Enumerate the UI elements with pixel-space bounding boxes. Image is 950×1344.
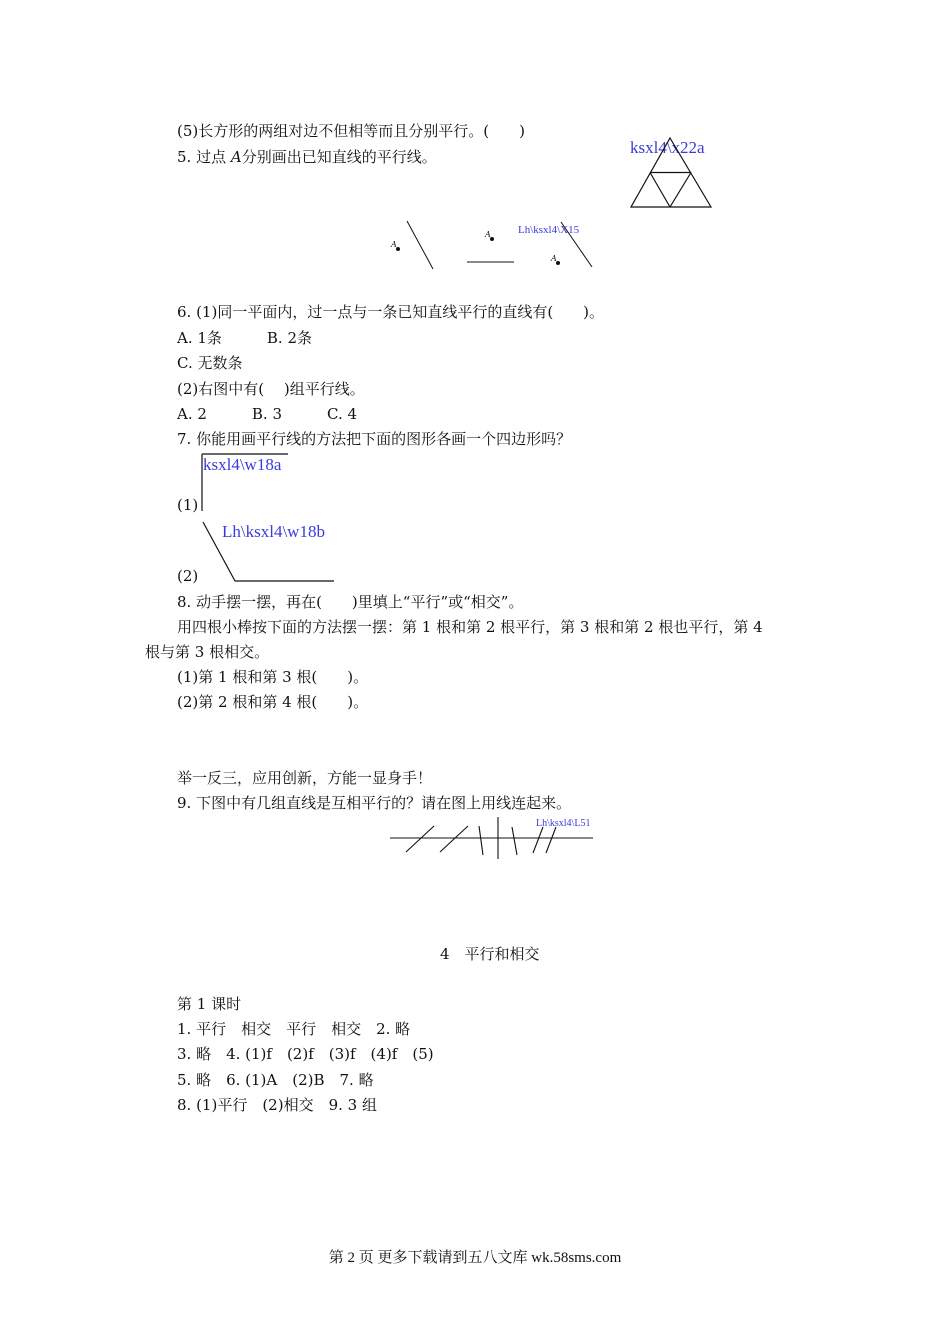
answers-line-2: 3. 略 4. (1)f (2)f (3)f (4)f (5): [177, 1045, 434, 1063]
q5-point-a-1: A: [391, 240, 397, 249]
answers-lesson: 第 1 课时: [177, 995, 242, 1013]
q7-figure-1-label: ksxl4\w18a: [203, 455, 282, 474]
section-heading: 举一反三，应用创新，方能一显身手！: [177, 769, 433, 787]
q9-figure-label: Lh\ksxl4\L51: [536, 818, 591, 829]
q5-point-a-2: A: [485, 230, 491, 239]
q9-figure: [388, 815, 598, 861]
q6-part-1: 6. (1)同一平面内，过一点与一条已知直线平行的直线有( )。: [177, 303, 605, 321]
q6-part-1-option-c: C. 无数条: [177, 354, 243, 372]
triangle-figure: [628, 136, 716, 212]
answers-line-3: 5. 略 6. (1)A (2)B 7. 略: [177, 1071, 374, 1089]
q5-point-a-3: A: [551, 254, 557, 263]
q7-part-1: (1): [177, 496, 199, 514]
q9-text: 9. 下图中有几组直线是互相平行的？请在图上用线连起来。: [177, 794, 572, 812]
q5-figure-label: Lh\ksxl4\X15: [518, 224, 580, 236]
q7-figure-2: [200, 519, 338, 585]
q8-description-line-2: 根与第 3 根相交。: [145, 643, 270, 661]
q5-prefix: 5. 过点: [177, 148, 227, 166]
answers-title: 4 平行和相交: [440, 945, 540, 963]
q5-rest: 分别画出已知直线的平行线。: [241, 148, 437, 166]
q7-figure-2-label: Lh\ksxl4\w18b: [222, 522, 325, 541]
q8-description-line-1: 用四根小棒按下面的方法摆一摆：第 1 根和第 2 根平行，第 3 根和第 2 根也平行，第 4: [177, 618, 763, 636]
q6-part-2: (2)右图中有( )组平行线。: [177, 380, 365, 398]
answers-line-1: 1. 平行 相交 平行 相交 2. 略: [177, 1020, 411, 1038]
q7-figure-1: [200, 452, 292, 514]
q5-figure: [385, 215, 600, 275]
q7-part-2: (2): [177, 567, 199, 585]
triangle-figure-label: ksxl4\x22a: [630, 138, 705, 157]
q4-item-5: (5)长方形的两组对边不但相等而且分别平行。( ): [177, 122, 525, 140]
q7-text: 7. 你能用画平行线的方法把下面的图形各画一个四边形吗？: [177, 430, 572, 448]
q8-part-1: (1)第 1 根和第 3 根( )。: [177, 668, 369, 686]
page-footer: 第 2 页 更多下载请到五八文库 wk.58sms.com: [328, 1250, 622, 1266]
q8-part-2: (2)第 2 根和第 4 根( )。: [177, 693, 369, 711]
q5-text: [177, 147, 437, 167]
answers-line-4: 8. (1)平行 (2)相交 9. 3 组: [177, 1096, 377, 1114]
q8-text: 8. 动手摆一摆，再在( )里填上“平行”或“相交”。: [177, 593, 524, 611]
q6-part-1-options-ab: A. 1条 B. 2条: [177, 329, 313, 347]
q6-part-2-options: A. 2 B. 3 C. 4: [177, 405, 358, 423]
q5-point-label: A: [230, 148, 242, 166]
